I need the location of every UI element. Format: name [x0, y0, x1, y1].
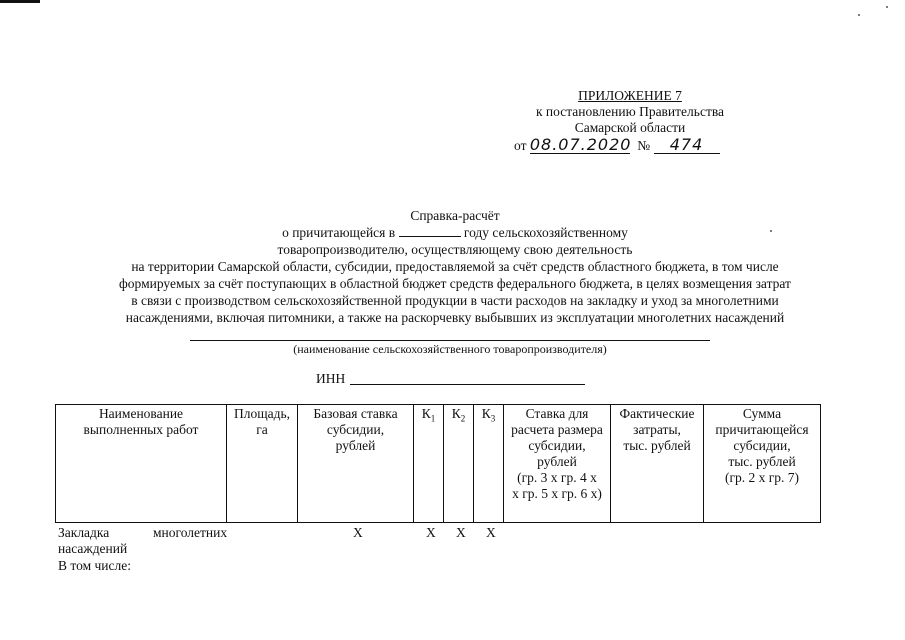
- heading-line1-post: году сельскохозяйственному: [463, 225, 628, 240]
- heading-line4: формируемых за счёт поступающих в областной бюджет средств федерального бюджета, в целях возмещения затрат: [119, 276, 791, 291]
- header-text: х гр. 5 х гр. 6 х): [512, 486, 602, 501]
- scan-dot: [886, 6, 888, 8]
- number-label: №: [637, 138, 651, 153]
- appendix-line2: Самарской области: [574, 120, 686, 135]
- scan-dot: [858, 14, 860, 16]
- k-letter: К: [421, 406, 431, 421]
- col-calc-rate: [504, 405, 611, 523]
- header-text: Сумма: [742, 406, 782, 421]
- header-text: субсидии,: [528, 438, 586, 453]
- header-text: причитающейся: [715, 422, 809, 437]
- header-text: затраты,: [633, 422, 681, 437]
- header-text: (гр. 2 х гр. 7): [724, 470, 800, 485]
- k-subscript: 3: [490, 413, 496, 424]
- k-letter: К: [451, 406, 461, 421]
- header-text: (гр. 3 х гр. 4 х: [517, 470, 597, 485]
- heading-line2: товаропроизводителю, осуществляющему свою деятельность: [277, 242, 633, 257]
- header-text: рублей: [335, 438, 376, 453]
- from-label: от: [514, 138, 527, 153]
- row-planting-word2: многолетних: [153, 525, 228, 540]
- heading-line6: насаждениями, включая питомники, а также на раскорчевку выбывших из эксплуатации многолетних насаждений: [125, 310, 785, 325]
- col-subsidy-sum: [704, 405, 821, 523]
- col-area: [227, 405, 298, 523]
- heading-line3: на территории Самарской области, субсидии, предоставляемой за счёт средств областного бюджета, в том числе: [131, 259, 779, 274]
- col-k2: [444, 405, 474, 523]
- appendix-block: [490, 88, 770, 136]
- col-base-rate: [298, 405, 414, 523]
- header-text: Площадь,: [233, 406, 291, 421]
- decree-number: 474: [654, 136, 720, 154]
- header-text: субсидии,: [326, 422, 385, 437]
- decree-date: 08.07.2020: [529, 135, 632, 154]
- document-title: Справка-расчёт: [410, 208, 500, 223]
- header-text: Базовая ставка: [313, 406, 398, 421]
- k-subscript: 2: [460, 413, 466, 424]
- header-text: Наименование: [98, 406, 184, 421]
- header-text: Фактические: [619, 406, 695, 421]
- col-k1: [414, 405, 444, 523]
- x-mark-base-rate: Х: [353, 525, 363, 540]
- row-including: В том числе:: [58, 558, 131, 573]
- producer-name-line: [190, 340, 710, 341]
- header-text: га: [256, 422, 268, 437]
- appendix-title: ПРИЛОЖЕНИЕ 7: [578, 88, 682, 103]
- heading-line5: в связи с производством сельскохозяйственной продукции в части расходов на закладку и уход за многолетними: [131, 293, 779, 308]
- row-planting-word3: насаждений: [58, 541, 128, 556]
- heading-line1-pre: о причитающейся в: [282, 225, 396, 240]
- x-mark-k1: Х: [426, 525, 436, 540]
- header-text: Ставка для: [525, 406, 589, 421]
- header-text: тыс. рублей: [728, 454, 796, 469]
- top-edge-line: [0, 0, 40, 3]
- year-blank: [399, 224, 461, 237]
- header-text: тыс. рублей: [623, 438, 691, 453]
- k-subscript: 1: [430, 413, 436, 424]
- producer-caption: (наименование сельскохозяйственного товаропроизводителя): [293, 342, 607, 356]
- header-text: расчета размера: [511, 422, 603, 437]
- col-work-name: [56, 405, 227, 523]
- decree-date-number: [514, 136, 720, 156]
- subsidy-table: [55, 404, 821, 523]
- appendix-line1: к постановлению Правительства: [535, 104, 725, 119]
- inn-line: [350, 384, 585, 385]
- k-letter: К: [481, 406, 491, 421]
- header-text: рублей: [537, 454, 577, 469]
- inn-label: ИНН: [316, 371, 346, 386]
- heading-line1: [70, 224, 840, 241]
- x-mark-k3: Х: [486, 525, 496, 540]
- row-planting-word1: Закладка: [58, 525, 110, 540]
- table-header-row: [56, 405, 821, 523]
- col-actual-costs: [611, 405, 704, 523]
- x-mark-k2: Х: [456, 525, 466, 540]
- col-k3: [474, 405, 504, 523]
- header-text: выполненных работ: [83, 422, 199, 437]
- header-text: субсидии,: [733, 438, 791, 453]
